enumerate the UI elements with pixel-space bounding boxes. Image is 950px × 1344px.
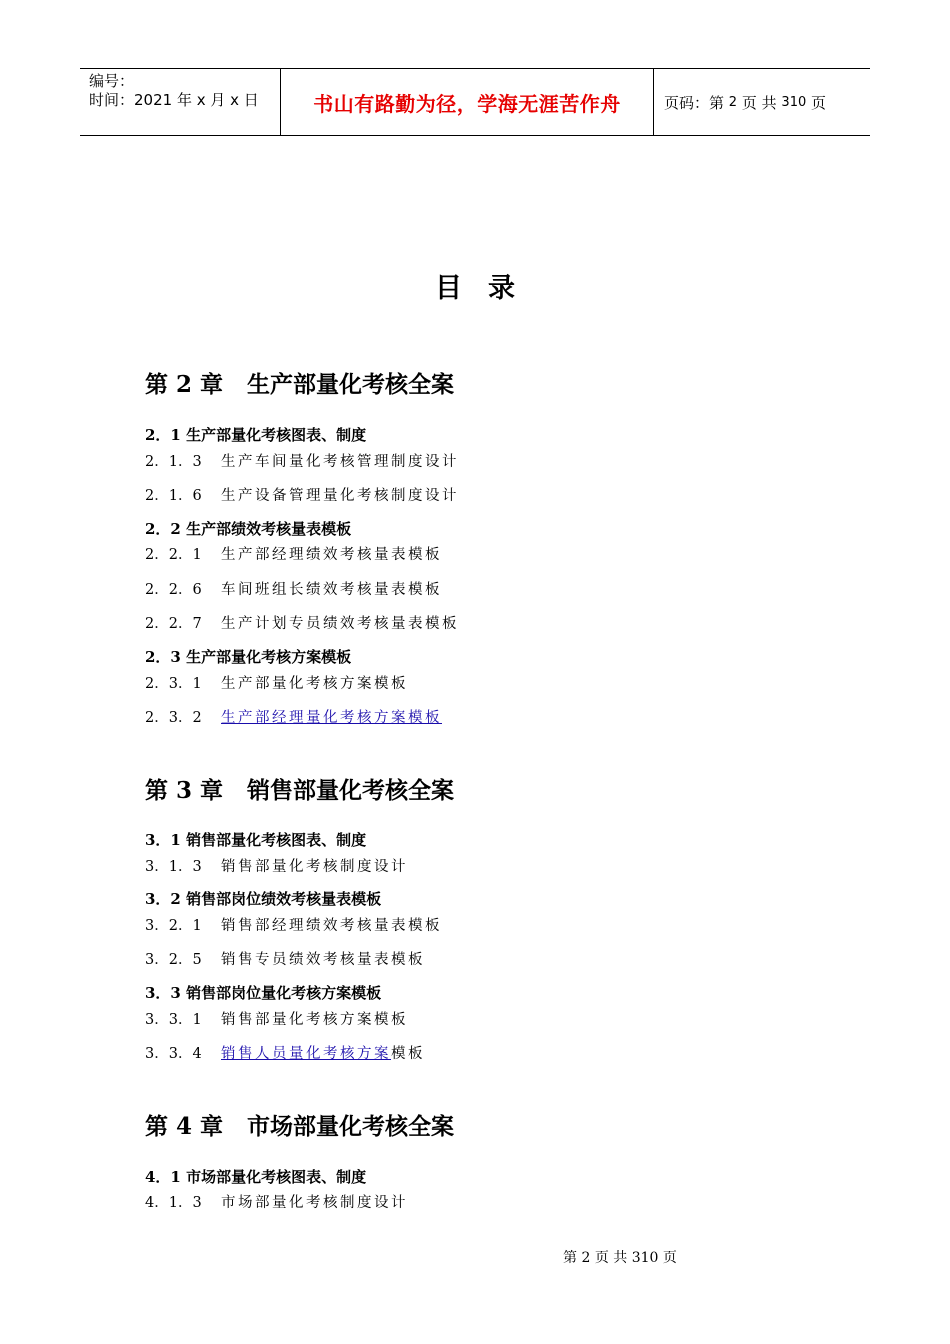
toc-section[interactable]: 3．3 销售部岗位量化考核方案模板 bbox=[145, 984, 382, 1002]
entry-number: 3．2．1 bbox=[145, 918, 202, 934]
toc-section[interactable]: 3．1 销售部量化考核图表、制度 bbox=[145, 831, 367, 849]
entry-number: 3．2．5 bbox=[145, 952, 202, 968]
toc-section[interactable]: 2．1 生产部量化考核图表、制度 bbox=[145, 426, 367, 444]
entry-title: 市场部量化考核制度设计 bbox=[221, 1195, 408, 1211]
chapter-title: 生产部量化考核全案 bbox=[247, 371, 455, 398]
entry-number: 2．1．6 bbox=[145, 488, 202, 504]
entry-title: 生产设备管理量化考核制度设计 bbox=[221, 488, 459, 504]
doc-date: 时间：2021 年 x 月 x 日 bbox=[89, 91, 259, 109]
toc-entry[interactable] bbox=[145, 450, 459, 471]
page-suffix: 页 bbox=[811, 93, 827, 112]
doc-code-label: 编号： bbox=[89, 72, 135, 90]
toc-entry[interactable] bbox=[145, 1191, 408, 1212]
entry-number: 2．2．7 bbox=[145, 616, 202, 632]
entry-title: 销售部量化考核制度设计 bbox=[221, 859, 408, 875]
chapter-3-heading[interactable] bbox=[145, 772, 454, 805]
chapter-4-heading[interactable] bbox=[145, 1108, 454, 1141]
entry-number: 3．3．1 bbox=[145, 1012, 202, 1028]
entry-number: 2．2．1 bbox=[145, 547, 202, 563]
toc-section[interactable]: 2．3 生产部量化考核方案模板 bbox=[145, 648, 352, 666]
page-number: 2 bbox=[728, 94, 738, 110]
entry-title: 销售部经理绩效考核量表模板 bbox=[221, 918, 442, 934]
chapter-number: 第 2 章 bbox=[145, 371, 224, 398]
page-footer bbox=[563, 1247, 677, 1267]
entry-title: 生产计划专员绩效考核量表模板 bbox=[221, 616, 459, 632]
toc-entry[interactable] bbox=[145, 855, 408, 876]
entry-number: 3．1．3 bbox=[145, 859, 202, 875]
footer-prefix: 第 bbox=[563, 1250, 577, 1266]
toc-entry[interactable] bbox=[145, 706, 442, 727]
chapter-title: 市场部量化考核全案 bbox=[247, 1113, 455, 1140]
entry-number: 2．2．6 bbox=[145, 582, 202, 598]
chapter-number: 第 3 章 bbox=[145, 777, 224, 804]
entry-title: 生产部量化考核方案模板 bbox=[221, 676, 408, 692]
footer-page: 2 bbox=[581, 1250, 591, 1266]
entry-title: 生产车间量化考核管理制度设计 bbox=[221, 454, 459, 470]
toc-entry[interactable] bbox=[145, 1042, 425, 1063]
toc-entry[interactable] bbox=[145, 612, 459, 633]
toc-section[interactable]: 4．1 市场部量化考核图表、制度 bbox=[145, 1168, 367, 1186]
entry-number: 2．3．1 bbox=[145, 676, 202, 692]
chapter-number: 第 4 章 bbox=[145, 1113, 224, 1140]
header-motto: 书山有路勤为径，学海无涯苦作舟 bbox=[281, 69, 654, 135]
footer-total: 310 bbox=[631, 1250, 659, 1266]
entry-title: 生产部经理绩效考核量表模板 bbox=[221, 547, 442, 563]
chapter-2-heading[interactable] bbox=[145, 366, 454, 399]
page-prefix: 页码：第 bbox=[664, 93, 725, 112]
footer-mid: 页 共 bbox=[594, 1250, 628, 1266]
entry-number: 3．3．4 bbox=[145, 1046, 202, 1062]
entry-number: 4．1．3 bbox=[145, 1195, 202, 1211]
entry-title: 车间班组长绩效考核量表模板 bbox=[221, 582, 442, 598]
entry-title-rest: 模板 bbox=[391, 1046, 425, 1062]
entry-link[interactable]: 生产部经理量化考核方案模板 bbox=[221, 710, 442, 726]
entry-title: 销售专员绩效考核量表模板 bbox=[221, 952, 425, 968]
footer-suffix: 页 bbox=[662, 1250, 677, 1266]
toc-section[interactable]: 3．2 销售部岗位绩效考核量表模板 bbox=[145, 890, 382, 908]
entry-title: 销售部量化考核方案模板 bbox=[221, 1012, 408, 1028]
toc-entry[interactable] bbox=[145, 1008, 408, 1029]
entry-link[interactable]: 销售人员量化考核方案 bbox=[221, 1046, 391, 1062]
toc-entry[interactable] bbox=[145, 484, 459, 505]
page-header bbox=[80, 68, 870, 136]
toc-title: 目录 bbox=[435, 273, 541, 304]
chapter-title: 销售部量化考核全案 bbox=[247, 777, 455, 804]
entry-number: 2．3．2 bbox=[145, 710, 202, 726]
header-page-info bbox=[654, 69, 870, 135]
toc-entry[interactable] bbox=[145, 672, 408, 693]
toc-section[interactable]: 2．2 生产部绩效考核量表模板 bbox=[145, 520, 352, 538]
toc-entry[interactable] bbox=[145, 543, 442, 564]
page-total: 310 bbox=[781, 94, 807, 110]
entry-number: 2．1．3 bbox=[145, 454, 202, 470]
toc-entry[interactable] bbox=[145, 578, 442, 599]
toc-entry[interactable] bbox=[145, 914, 442, 935]
toc-entry[interactable] bbox=[145, 948, 425, 969]
header-meta bbox=[80, 69, 281, 135]
page-mid: 页 共 bbox=[741, 93, 777, 112]
